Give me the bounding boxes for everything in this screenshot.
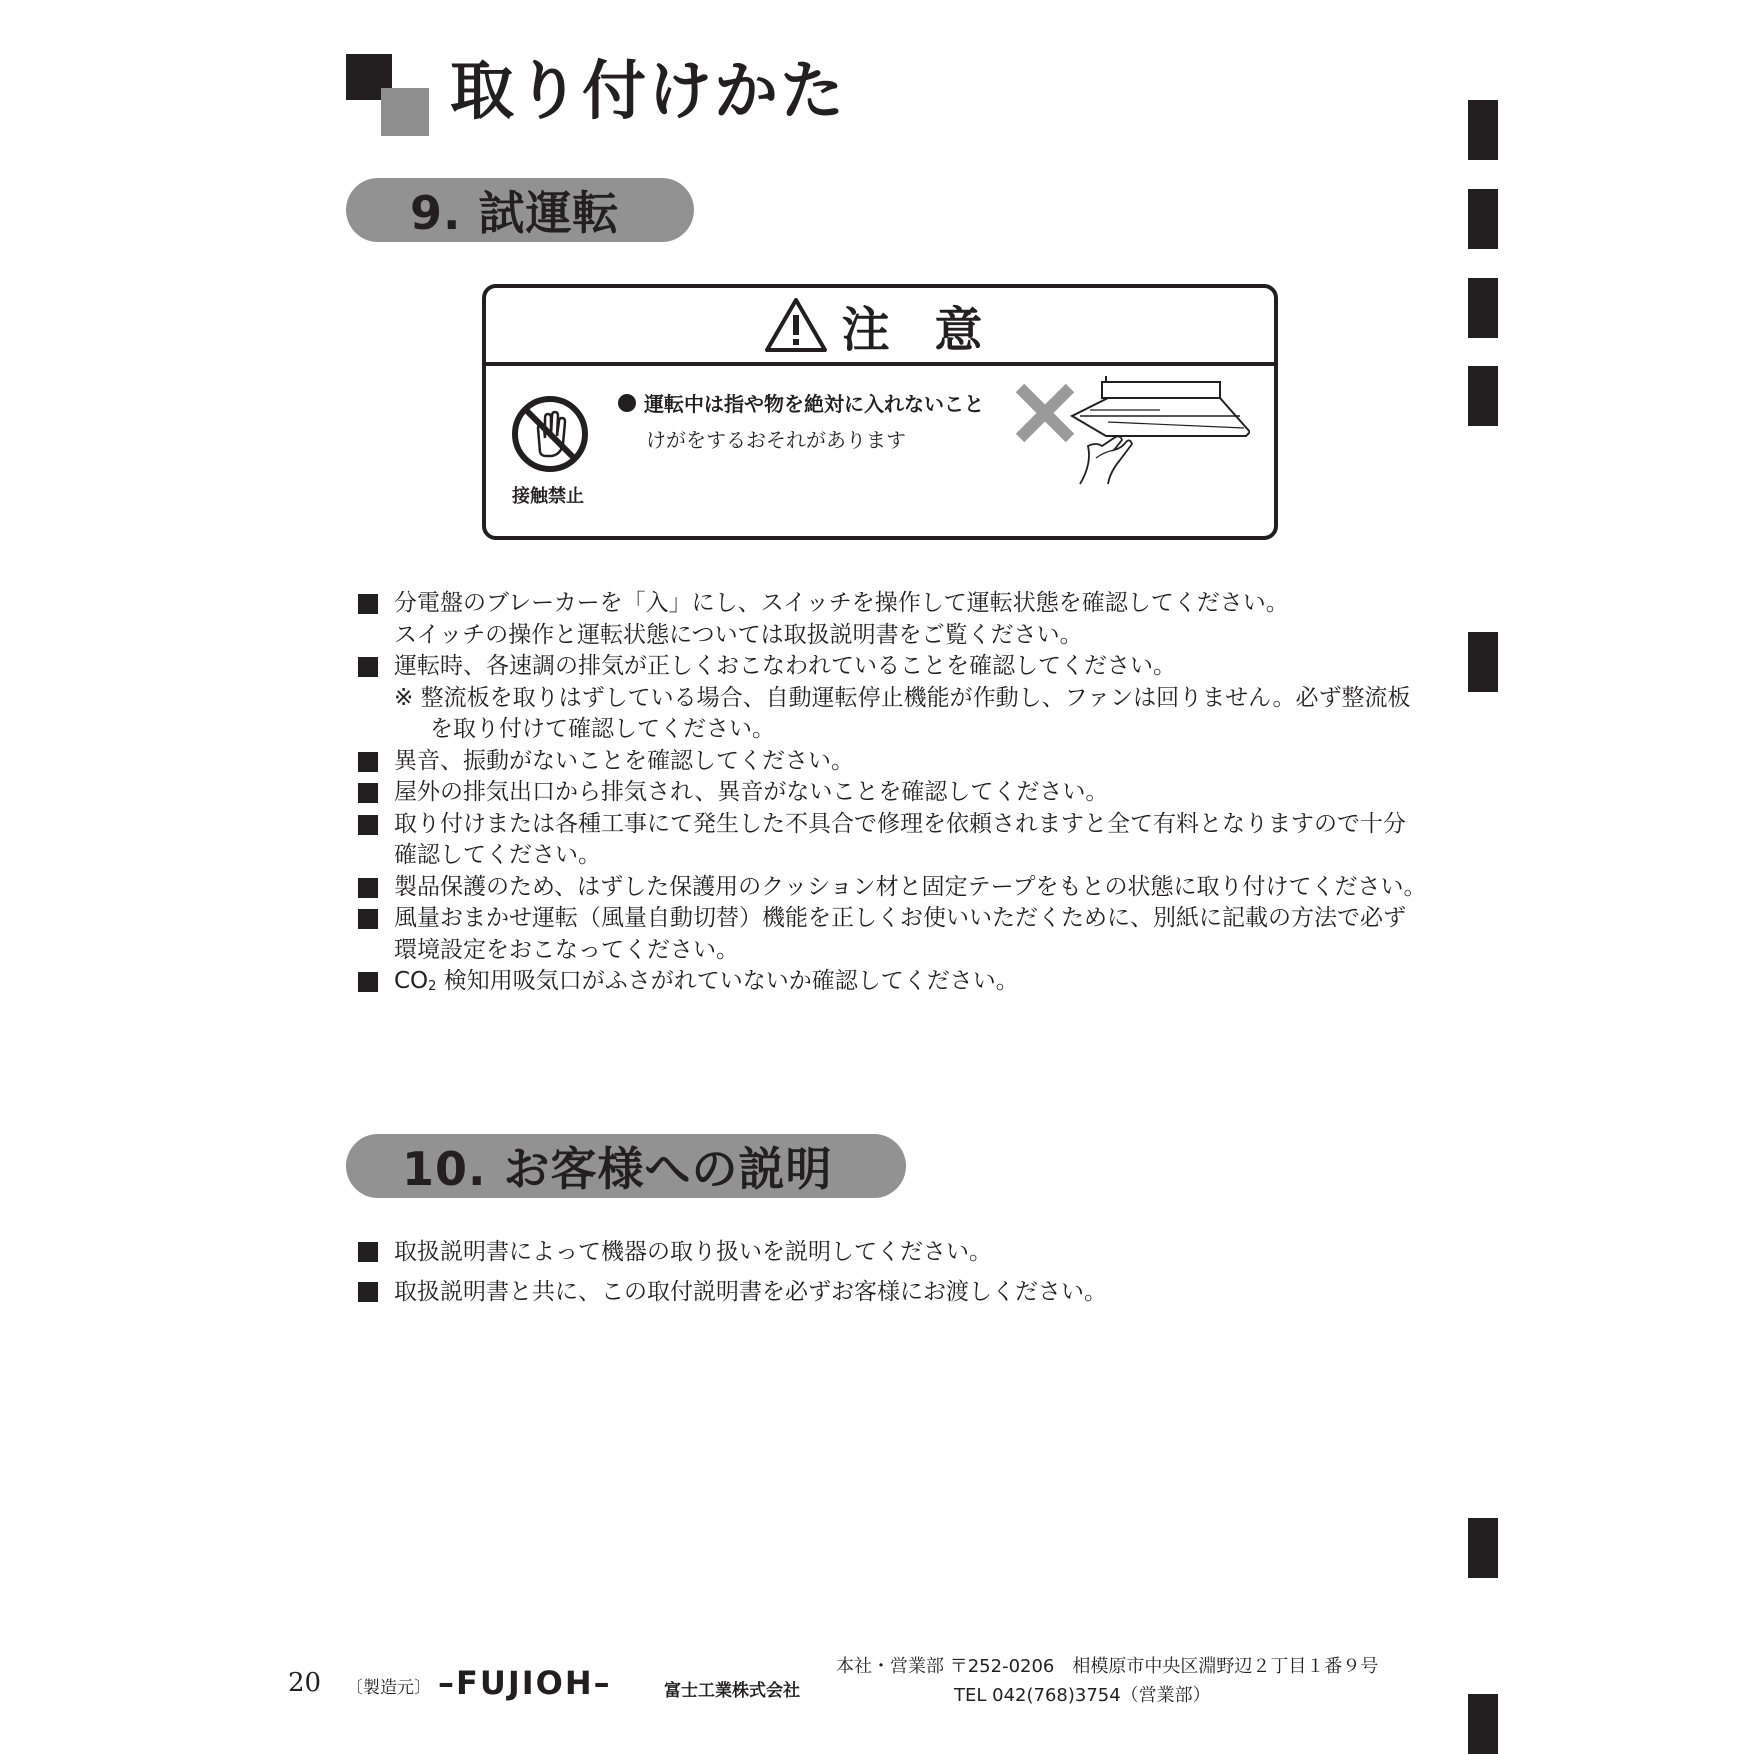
section-9-title: 9. 試運転 <box>410 186 620 240</box>
bullet-square <box>358 783 378 803</box>
brand-logo <box>438 1664 612 1702</box>
page-number: 20 <box>288 1668 322 1698</box>
side-index-tab <box>1468 100 1498 160</box>
list-item-text: 取扱説明書と共に、この取付説明書を必ずお客様にお渡しください。 <box>394 1279 1107 1305</box>
company-tel: TEL 042(768)3754（営業部） <box>954 1685 1211 1706</box>
page-title: 取り付けかた <box>450 55 846 129</box>
co2-label: CO <box>394 968 429 994</box>
co2-subscript: 2 <box>428 979 437 994</box>
caution-header <box>486 288 1274 366</box>
list-item-text: 屋外の排気出口から排気され、異音がないことを確認してください。 <box>394 779 1109 805</box>
brand-name: FUJIOH <box>456 1664 594 1702</box>
caution-main-text: 運転中は指や物を絶対に入れないこと <box>644 392 984 416</box>
side-index-tab <box>1468 366 1498 426</box>
list-item-text: 製品保護のため、はずした保護用のクッション材と固定テープをもとの状態に取り付けてください。 <box>394 873 1427 900</box>
list-item-text: 取り付けまたは各種工事にて発生した不具合で修理を依頼されますと全て有料となりますので十分 <box>394 810 1406 837</box>
bullet-square <box>358 752 378 772</box>
list-item-text: 異音、振動がないことを確認してください。 <box>394 747 854 774</box>
list-item <box>358 1276 1107 1308</box>
list-item <box>358 966 1426 1003</box>
bullet-square <box>358 1282 378 1302</box>
list-item-text: 検知用吸気口がふさがれていないか確認してください。 <box>436 968 1019 994</box>
bullet-square <box>358 909 378 929</box>
bullet-square <box>358 878 378 898</box>
caution-sub-text: けがをするおそれがあります <box>646 428 906 452</box>
section-10-heading <box>346 1134 906 1198</box>
maker-label: 〔製造元〕 <box>346 1678 431 1698</box>
list-item-continuation: 環境設定をおこなってください。 <box>394 936 739 963</box>
brand-dash-right: – <box>593 1664 612 1702</box>
no-touch-label: 接触禁止 <box>512 486 584 507</box>
bullet-square <box>358 594 378 614</box>
bullet-square <box>358 972 378 992</box>
list-item-note-continuation: を取り付けて確認してください。 <box>430 716 775 742</box>
company-address: 本社・営業部 〒252-0206 相模原市中央区淵野辺２丁目１番９号 <box>836 1656 1379 1677</box>
list-item <box>358 903 1426 935</box>
list-item-text: 取扱説明書によって機器の取り扱いを説明してください。 <box>394 1239 992 1265</box>
title-mark-gray <box>381 88 429 136</box>
warning-triangle-icon <box>764 297 828 353</box>
list-item <box>358 651 1426 683</box>
side-index-tab <box>1468 1518 1498 1578</box>
list-item <box>358 809 1426 841</box>
side-index-tab <box>1468 189 1498 249</box>
bullet-square <box>358 815 378 835</box>
section-10-list <box>358 1236 1107 1316</box>
caution-body <box>486 366 1274 536</box>
section-9-heading <box>346 178 694 242</box>
list-item-text: 風量おまかせ運転（風量自動切替）機能を正しくお使いいただくために、別紙に記載の方法で必ず <box>394 905 1406 931</box>
caution-title: 注 意 <box>841 301 997 358</box>
no-touch-icon <box>510 394 590 474</box>
list-item-continuation: スイッチの操作と運転状態については取扱説明書をご覧ください。 <box>394 621 1083 648</box>
bullet-square <box>358 1242 378 1262</box>
bullet-dot <box>618 394 636 412</box>
side-index-tab <box>1468 632 1498 692</box>
company-name: 富士工業株式会社 <box>664 1681 800 1701</box>
section-10-title: 10. お客様への説明 <box>402 1142 833 1196</box>
caution-box <box>482 284 1278 540</box>
section-9-list <box>358 588 1426 1003</box>
list-item-text: 分電盤のブレーカーを「入」にし、スイッチを操作して運転状態を確認してください。 <box>394 590 1289 616</box>
hood-hand-illustration <box>1010 376 1250 486</box>
list-item-continuation: 確認してください。 <box>394 842 601 868</box>
side-index-tab <box>1468 278 1498 338</box>
list-item <box>358 588 1426 620</box>
list-item-text: 運転時、各速調の排気が正しくおこなわれていることを確認してください。 <box>394 653 1176 679</box>
list-item <box>358 746 1426 778</box>
list-item <box>358 872 1426 904</box>
list-item <box>358 1236 1107 1268</box>
list-item-note: ※ 整流板を取りはずしている場合、自動運転停止機能が作動し、ファンは回りません。必ず整流板 <box>394 684 1411 711</box>
brand-dash-left: – <box>438 1664 456 1702</box>
bullet-square <box>358 657 378 677</box>
side-index-tab <box>1468 1694 1498 1754</box>
list-item <box>358 777 1426 809</box>
